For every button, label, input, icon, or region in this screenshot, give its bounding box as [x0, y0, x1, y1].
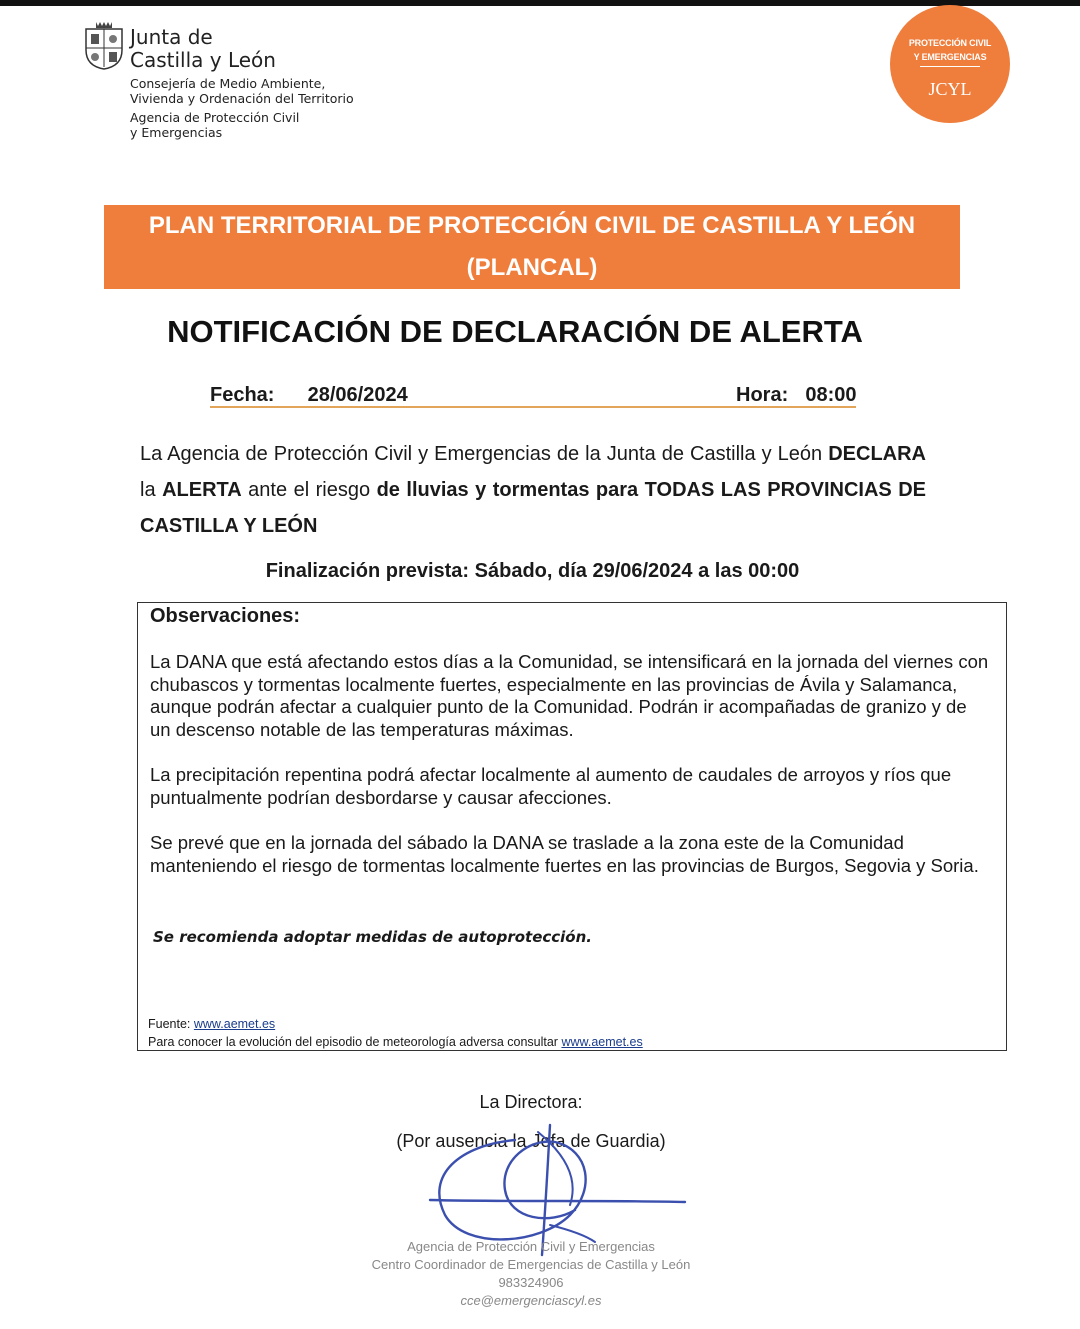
banner-line2: (PLANCAL) [466, 254, 598, 281]
org-name [130, 26, 276, 72]
consejeria-line2: Vivienda y Ordenación del Territorio [130, 91, 354, 106]
observacion-paragraph-1: La DANA que está afectando estos días a la Comunidad, se intensificará en la jornada del viernes con chubascos y tormentas localmente fuertes, especialmente en las provincias de Ávila y Salamanca, aunque podrán afectar a cualquier punto de la Comunidad. Podrán ir acompañadas de granizo y de un descenso notable de las temperaturas máximas. [150, 651, 989, 740]
observaciones-box [137, 602, 1007, 1051]
intro-declara: DECLARA [828, 443, 926, 465]
badge-line1: PROTECCIÓN CIVIL [908, 38, 992, 48]
observaciones-title: Observaciones: [150, 605, 301, 627]
stamp-line1: Agencia de Protección Civil y Emergencias [407, 1239, 655, 1254]
finalizacion-prevista: Finalización prevista: Sábado, día 29/06/2024 a las 00:00 [265, 560, 800, 582]
banner-line1: PLAN TERRITORIAL DE PROTECCIÓN CIVIL DE CASTILLA Y LEÓN [148, 212, 916, 239]
source-link[interactable]: www.aemet.es [193, 1017, 276, 1031]
fecha-label: Fecha: [210, 384, 275, 406]
hora-field [736, 384, 857, 407]
org-name-line1: Junta de [130, 25, 213, 49]
observacion-paragraph-2: La precipitación repentina podrá afectar localmente al aumento de caudales de arroyos y ríos que puntualmente podrían desbordarse y causar afecciones. [150, 764, 952, 808]
proteccion-civil-badge [890, 5, 1010, 123]
source-label: Fuente: [148, 1017, 194, 1031]
evolution-link[interactable]: www.aemet.es [561, 1035, 643, 1049]
evolution-text: Para conocer la evolución del episodio de meteorología adversa consultar [148, 1035, 562, 1049]
intro-part3: la [140, 479, 163, 501]
intro-risk: de lluvias y tormentas para TODAS LAS PROVINCIAS DE CASTILLA Y LEÓN [140, 479, 926, 537]
signature-note: (Por ausencia la Jefa de Guardia) [396, 1131, 666, 1151]
plan-banner [104, 205, 960, 289]
agency-line1: Agencia de Protección Civil [130, 110, 300, 125]
agency-line2: y Emergencias [130, 125, 223, 140]
top-border [0, 0, 1080, 6]
intro-part1: La Agencia de Protección Civil y Emergencias de la Junta de Castilla y León [140, 443, 829, 465]
observacion-paragraph-3: Se prevé que en la jornada del sábado la DANA se traslade a la zona este de la Comunidad manteniendo el riesgo de tormentas localmente fuertes en las provincias de Burgos, Segovia y Soria. [150, 832, 979, 876]
signature-role: La Directora: [479, 1092, 583, 1112]
agency-name [130, 110, 299, 140]
stamp-phone: 983324906 [498, 1275, 564, 1290]
coat-of-arms-icon [84, 20, 124, 70]
stamp-line2: Centro Coordinador de Emergencias de Castilla y León [371, 1257, 691, 1272]
page-title: NOTIFICACIÓN DE DECLARACIÓN DE ALERTA [167, 314, 863, 349]
recommendation: Se recomienda adoptar medidas de autoprotección. [153, 928, 592, 946]
consejeria-line1: Consejería de Medio Ambiente, [130, 76, 326, 91]
badge-line2: Y EMERGENCIAS [913, 52, 987, 62]
source-line [148, 1017, 275, 1031]
fecha-field [210, 384, 408, 407]
declaration-text [140, 436, 926, 544]
hora-value: 08:00 [805, 384, 857, 406]
date-underline [210, 406, 856, 408]
intro-alerta: ALERTA [162, 479, 242, 501]
org-name-line2: Castilla y León [130, 48, 276, 72]
fecha-value: 28/06/2024 [307, 384, 408, 406]
intro-part5: ante el riesgo [241, 479, 377, 501]
consejeria [130, 76, 354, 106]
badge-divider [920, 66, 980, 67]
hora-label: Hora: [736, 384, 789, 406]
stamp-email: cce@emergenciascyl.es [460, 1293, 602, 1308]
badge-line3: JCYL [928, 79, 972, 99]
evolution-line [148, 1035, 643, 1049]
